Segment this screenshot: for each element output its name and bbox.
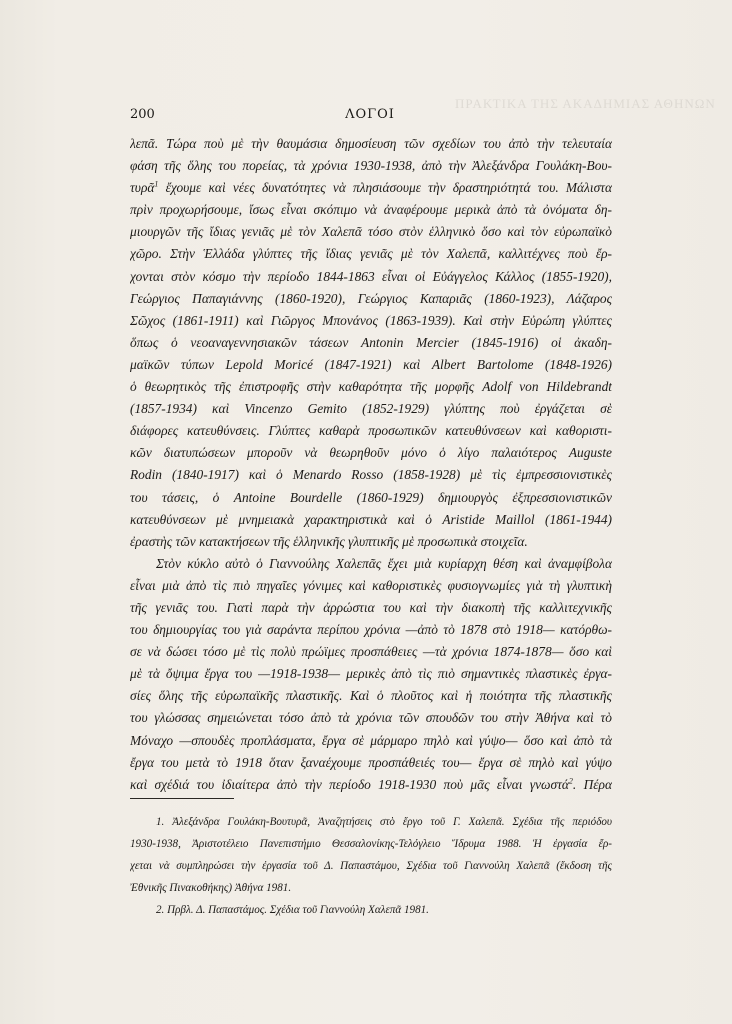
text-line: (1857-1934) καὶ Vincenzo Gemito (1852-1929) γλύπτης ποὺ ἐργάζεται σὲ	[130, 401, 612, 417]
text-fragment: ἔχουμε καὶ νέες δυνατότητες νὰ πλησιάσουμε τὴν δραστηριότητά του. Μάλιστα	[158, 180, 612, 196]
text-line: του γλώσσας σημειώνεται τόσο ἀπὸ τὰ χρόνια τῶν σπουδῶν του στὴν Ἀθήνα καὶ τὸ	[130, 710, 612, 726]
text-line: τῆς γενιᾶς του. Γιατὶ παρὰ τὴν ἀρρώστια του καὶ τὴν διακοπὴ τῆς καλλιτεχνικῆς	[130, 599, 612, 615]
text-line: Σῶχος (1861-1911) καὶ Γιῶργος Μπονάνος (1863-1939). Καὶ στὴν Εὐρώπη γλύπτες	[130, 312, 612, 328]
text-line: πρὶν προχωρήσουμε, ἴσως εἶναι σκόπιμο νὰ ἀναφέρουμε μερικὰ ἀπὸ τὰ ὀνόματα δη-	[130, 202, 612, 218]
bleed-through-text: ΠΡΑΚΤΙΚΑ ΤΗΣ ΑΚΑΔΗΜΙΑΣ ΑΘΗΝΩΝ	[455, 96, 716, 111]
text-line: ὅπως ὁ νεοαναγεννησιακῶν τάσεων Antonin Mercier (1845-1916) οἱ ἀκαδη-	[130, 334, 612, 350]
text-line: Στὸν κύκλο αὐτὸ ὁ Γιαννούλης Χαλεπᾶς ἔχει μιὰ κυρίαρχη θέση καὶ ἀναμφίβολα	[156, 555, 612, 571]
text-line: Rodin (1840-1917) καὶ ὁ Menardo Rosso (1858-1928) μὲ τὶς ἐμπρεσσιονιστικὲς	[130, 467, 612, 483]
text-line: μὲ τὰ ὄψιμα ἔργα του —1918-1938— μερικὲς ἀπὸ τὶς πιὸ σημαντικὲς πλαστικὲς ἐργα-	[130, 666, 612, 682]
text-line: σε νὰ δώσει τόσο μὲ τὶς πολὺ πρώϊμες προσπάθειες —τὰ χρόνια 1874-1878— ὅσο καὶ	[130, 644, 612, 660]
footnote-line: 2. Πρβλ. Δ. Παπαστάμος. Σχέδια τοῦ Γιαννούλη Χαλεπᾶ 1981.	[156, 904, 429, 917]
footnote-line: 1. Ἀλεξάνδρα Γουλάκη-Βουτυρᾶ, Ἀναζητήσεις στὸ ἔργο τοῦ Γ. Χαλεπᾶ. Σχέδια τῆς περιόδου	[156, 816, 612, 828]
text-line: Γεώργιος Παπαγιάννης (1860-1920), Γεώργιος Καπαριᾶς (1860-1923), Λάζαρος	[130, 290, 612, 306]
footnote-ref-1[interactable]: 1	[154, 179, 159, 189]
page-header	[130, 107, 610, 127]
text-line: σίες ὅλης τῆς εὐρωπαϊκῆς πλαστικῆς. Καὶ ὁ πλοῦτος καὶ ἡ ποιότητα τῆς πλαστικῆς	[130, 688, 612, 704]
text-line: ὁ θεωρητικὸς τῆς ἐπιστροφῆς στὴν καθαρότητα τῆς μορφῆς Adolf von Hildebrandt	[130, 379, 612, 395]
text-line: χονται στὸν κόσμο τὴν περίοδο 1844-1863 εἶναι οἱ Εὐάγγελος Κάλλος (1855-1920),	[130, 268, 612, 284]
running-head: ΛΟΓΟΙ	[345, 107, 395, 122]
text-line: Μόναχο —σπουδὲς προπλάσματα, ἔργα σὲ μάρμαρο πηλὸ καὶ γύψο— ὅσο καὶ ἀπὸ τὰ	[130, 732, 612, 748]
footnote-line: χεται νὰ συμπληρώσει τὴν ἐργασία τοῦ Δ. Παπαστάμου, Σχέδια τοῦ Γιαννούλη Χαλεπᾶ (ἔκδοση τῆς	[130, 860, 612, 873]
footnote-ref-2[interactable]: 2	[568, 776, 573, 786]
text-line: λεπᾶ. Τώρα ποὺ μὲ τὴν θαυμάσια δημοσίευση τῶν σχεδίων του ἀπὸ τὴν τελευταία	[130, 136, 612, 151]
body-text	[130, 133, 612, 796]
text-fragment: τυρᾶ	[130, 180, 155, 196]
text-line	[130, 774, 612, 796]
footnotes	[130, 812, 612, 922]
text-line: κῶν διατυπώσεων μποροῦν νὰ θεωρηθοῦν μόνο ὁ λίγο παλαιότερος Auguste	[130, 445, 612, 461]
text-fragment: καὶ σχέδιά του ἰδιαίτερα ἀπὸ τὴν περίοδο 1918-1930 ποὺ μᾶς εἶναι γνωστά	[130, 776, 569, 792]
text-line: εἶναι μιὰ ἀπὸ τὶς πιὸ πηγαῖες γόνιμες καὶ καθοριστικὲς φυσιογνωμίες γιὰ τὴ γλυπτικὴ	[130, 577, 612, 593]
text-line: ἔργα του μετὰ τὸ 1918 ὅταν ξαναέχουμε προσπάθειές του— ἔργα σὲ πηλὸ καὶ γύψο	[130, 754, 612, 770]
text-line: μαϊκῶν τύπων Lepold Moricé (1847-1921) καὶ Albert Bartolome (1848-1926)	[130, 356, 612, 372]
page-number: 200	[130, 107, 155, 122]
text-line: του τάσεις, ὁ Antoine Bourdelle (1860-1929) δημιουργὸς ἐξπρεσσιονιστικῶν	[130, 489, 612, 505]
text-line: του δημιουργίας του γιὰ σαράντα περίπου χρόνια —ἀπὸ τὸ 1878 στὸ 1918— κατόρθω-	[130, 622, 612, 638]
footnote-line: Ἐθνικῆς Πινακοθήκης) Ἀθήνα 1981.	[130, 882, 292, 895]
text-line: ἐραστὴς τῶν κατακτήσεων τῆς ἑλληνικῆς γλυπτικῆς μὲ προσωπικὰ στοιχεῖα.	[130, 533, 528, 549]
footnote-line: 1930-1938, Ἀριστοτέλειο Πανεπιστήμιο Θεσσαλονίκης-Τελόγλειο Ἵδρυμα 1988. Ἡ ἐργασία ἔρ-	[130, 838, 612, 851]
text-fragment: . Πέρα	[572, 776, 612, 792]
footnote-divider	[130, 798, 234, 799]
text-line: κατευθύνσεων μὲ μνημειακὰ χαρακτηριστικὰ καὶ ὁ Aristide Maillol (1861-1944)	[130, 511, 612, 527]
text-line: χῶρο. Στὴν Ἑλλάδα γλύπτες τῆς ἴδιας γενιᾶς μὲ τὸν Χαλεπᾶ, καλλιτέχνες ποὺ ἔρ-	[130, 246, 612, 262]
text-line: φάση τῆς ὅλης του πορείας, τὰ χρόνια 1930-1938, ἀπὸ τὴν Ἀλεξάνδρα Γουλάκη-Βου-	[130, 158, 612, 174]
text-line: διάφορες κατευθύνσεις. Γλύπτες καθαρὰ προσωπικῶν κατευθύνσεων καὶ καθοριστι-	[130, 423, 612, 439]
text-line	[130, 177, 612, 199]
text-line: μιουργῶν τῆς ἴδιας γενιᾶς μὲ τὸν Χαλεπᾶ τόσο στὸν ἑλληνικὸ ὅσο καὶ τὸν εὐρωπαϊκὸ	[130, 224, 612, 240]
